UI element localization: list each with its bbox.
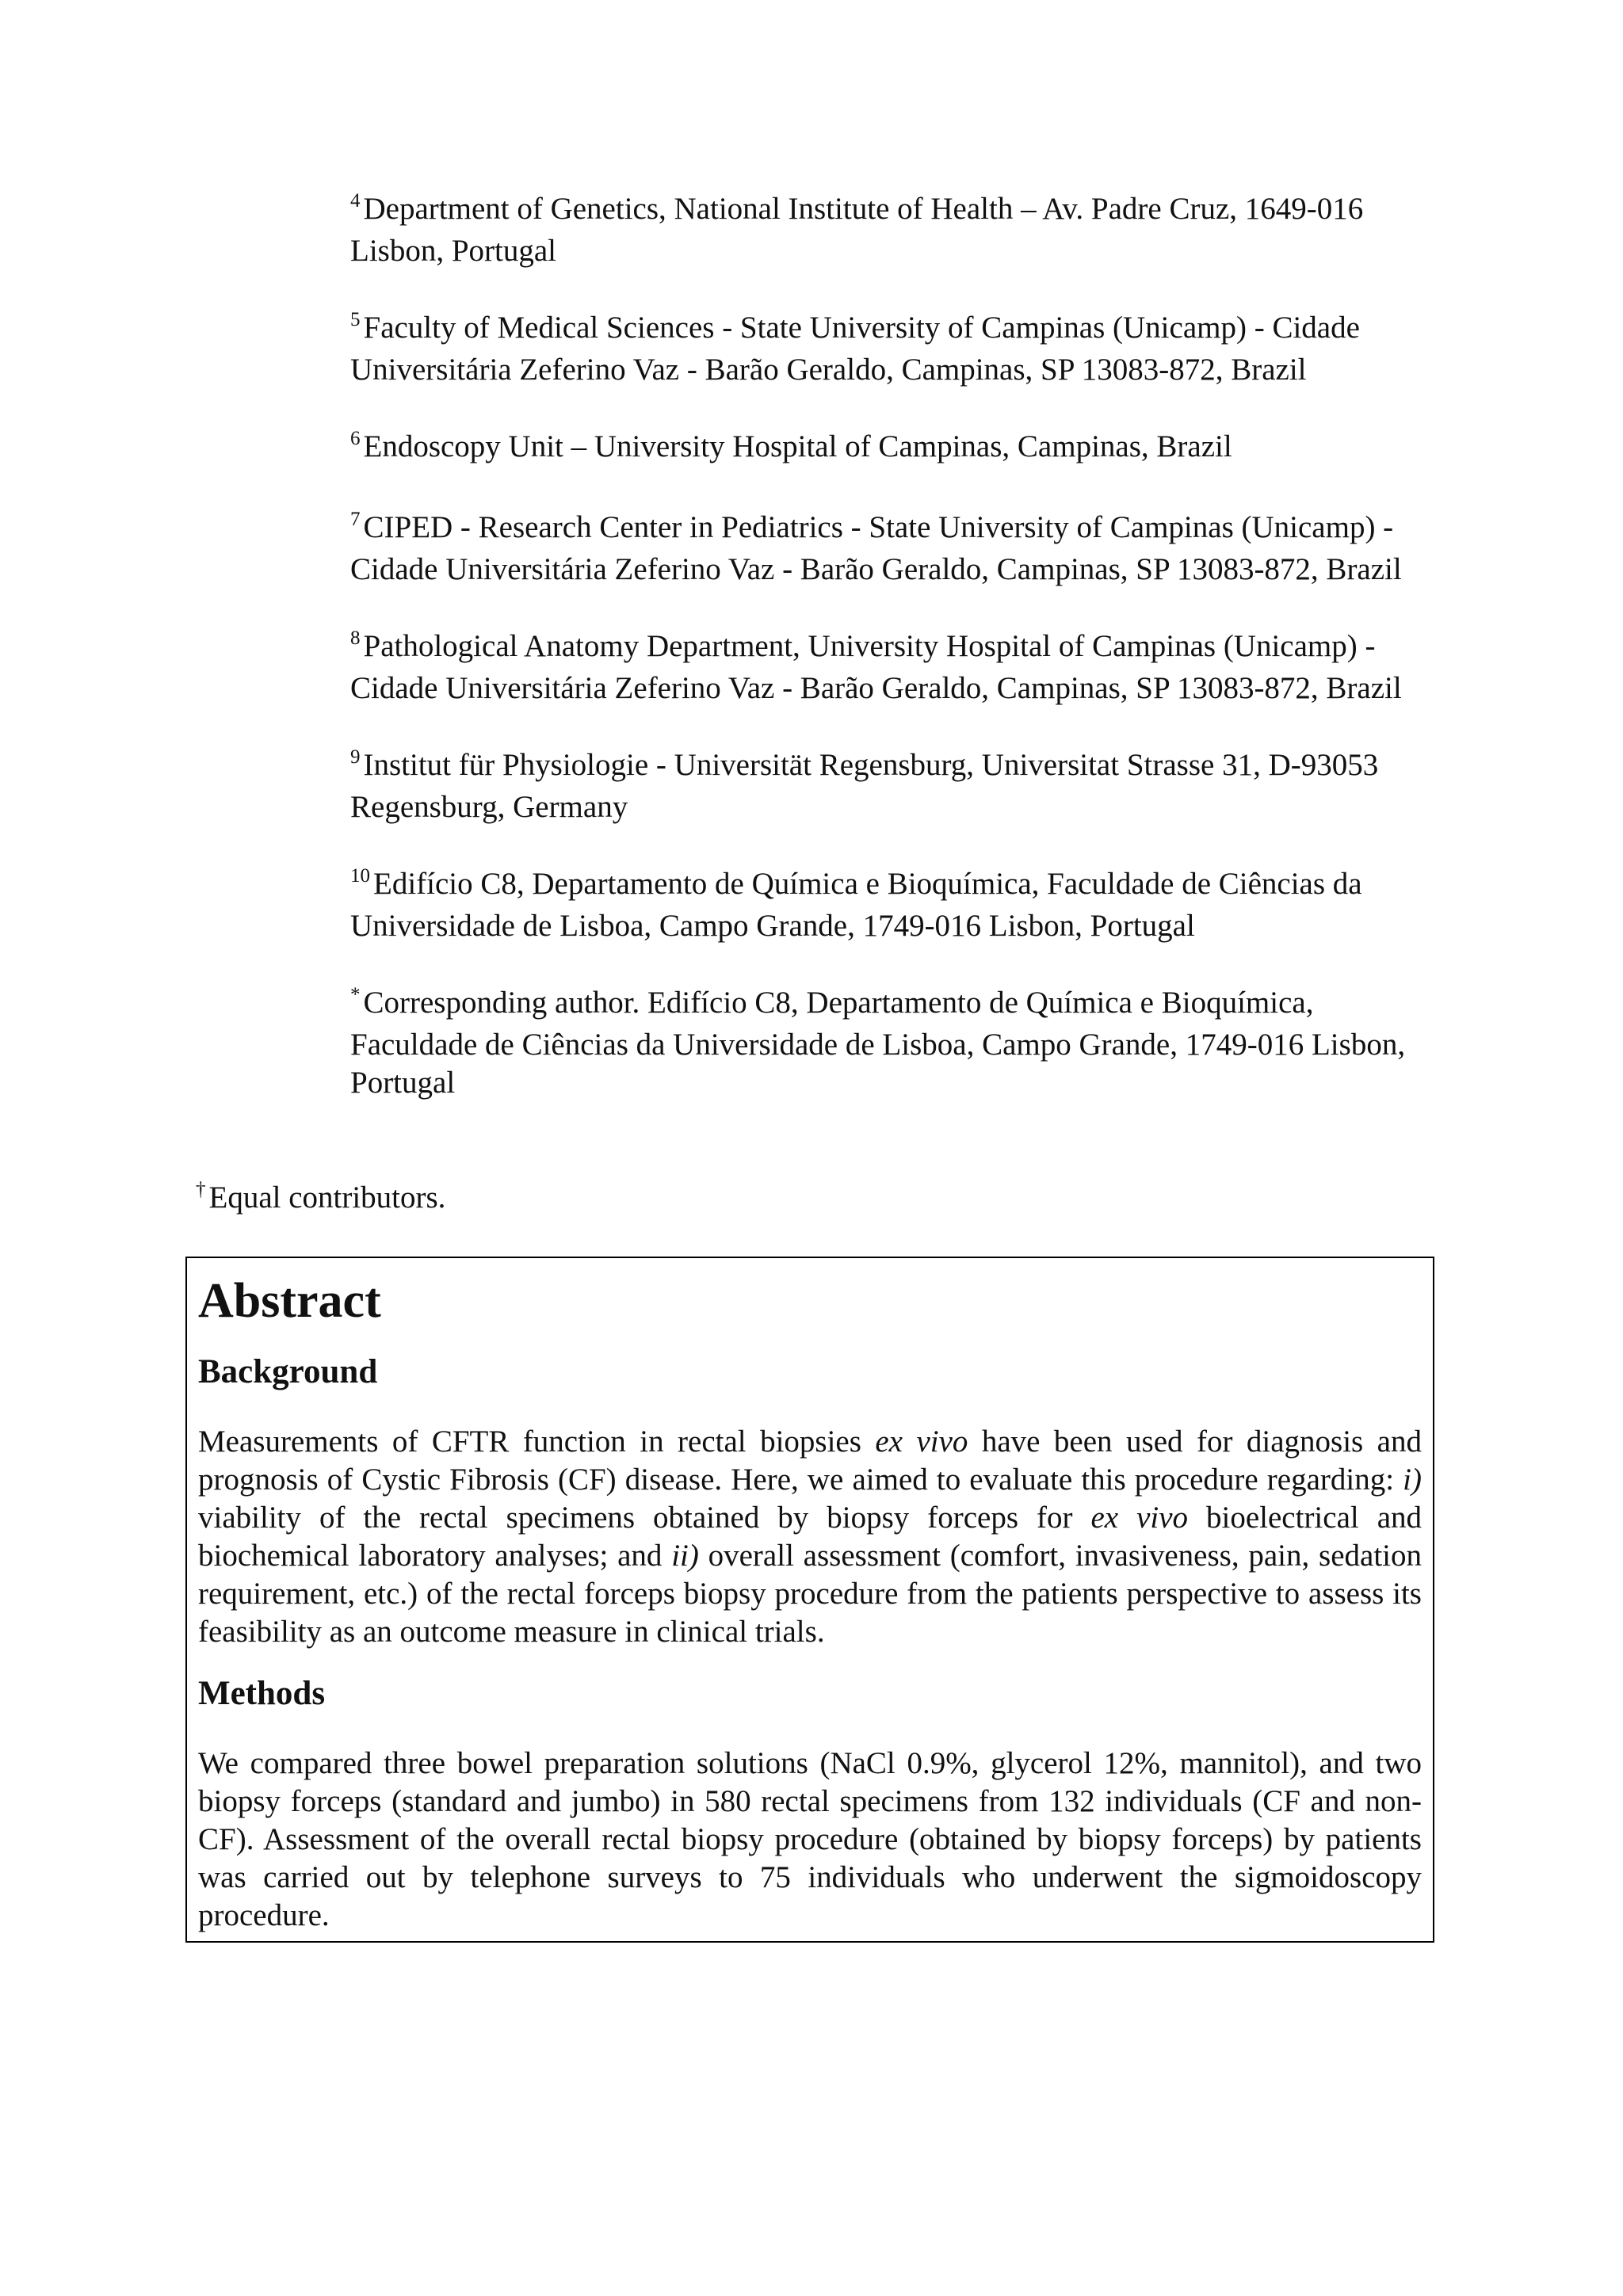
affiliation-text: Faculty of Medical Sciences - State University of Campinas (Unicamp) - Cidade Universitária Zeferino Vaz - Barão Geraldo, Campinas, SP 13083-872, Brazil: [350, 311, 1360, 387]
affiliation-6: [350, 428, 1444, 470]
affiliation-4: [350, 190, 1444, 270]
background-text: [198, 1423, 1422, 1651]
affiliation-text: Corresponding author. Edifício C8, Departamento de Química e Bioquímica, Faculdade de Ciências da Universidade de Lisboa, Campo Grande, 1749-016 Lisbon, Portugal: [350, 986, 1406, 1100]
equal-contributors-note: [196, 1179, 445, 1221]
abstract-title: Abstract: [198, 1274, 381, 1328]
background-text-segment: viability of the rectal specimens obtained by biopsy forceps for: [198, 1501, 1091, 1535]
background-heading: Background: [198, 1353, 378, 1390]
methods-text: We compared three bowel preparation solutions (NaCl 0.9%, glycerol 12%, mannitol), and two biopsy forceps (standard and jumbo) in 580 rectal specimens from 132 individuals (CF and non-CF). Assessment of the overall rectal biopsy procedure (obtained by biopsy forceps) by patients was carried out by telephone surveys to 75 individuals who underwent the sigmoidoscopy procedure.: [198, 1746, 1422, 1932]
background-text-italic: ex vivo: [1090, 1501, 1189, 1535]
affiliation-marker: 9: [350, 746, 361, 768]
background-text-italic: ii): [671, 1539, 699, 1573]
affiliation-marker: 8: [350, 627, 361, 649]
background-text-segment: Measurements of CFTR function in rectal biopsies: [198, 1425, 876, 1459]
affiliation-marker: 6: [350, 428, 361, 449]
affiliations-list: [350, 190, 1444, 1141]
background-text-italic: i): [1403, 1463, 1422, 1497]
equal-contributors-text: Equal contributors.: [208, 1180, 446, 1215]
affiliation-text: Institut für Physiologie - Universität Regensburg, Universitat Strasse 31, D-93053 Regensburg, Germany: [350, 748, 1379, 824]
affiliation-5: [350, 309, 1444, 389]
background-text-segment: have been used for diagnosis and prognosis of Cystic Fibrosis (CF) disease. Here, we aimed to evaluate this procedure regarding:: [198, 1425, 1422, 1497]
affiliation-8: [350, 627, 1444, 707]
affiliation-marker: *: [350, 984, 361, 1005]
affiliation-text: Department of Genetics, National Institute of Health – Av. Padre Cruz, 1649-016 Lisbon, Portugal: [350, 192, 1364, 268]
affiliation-marker: 5: [350, 309, 361, 330]
corresponding-author: [350, 984, 1444, 1102]
affiliation-text: Endoscopy Unit – University Hospital of Campinas, Campinas, Brazil: [363, 429, 1232, 463]
affiliation-marker: 10: [350, 865, 370, 887]
background-text-segment: bioelectrical and biochemical laboratory analyses; and: [198, 1501, 1423, 1573]
background-text-italic: ex vivo: [875, 1425, 968, 1459]
affiliation-text: Pathological Anatomy Department, University Hospital of Campinas (Unicamp) - Cidade Universitária Zeferino Vaz - Barão Geraldo, Campinas, SP 13083-872, Brazil: [350, 629, 1402, 705]
dagger-marker: †: [196, 1179, 206, 1200]
affiliation-7: [350, 509, 1444, 589]
affiliation-text: Edifício C8, Departamento de Química e Bioquímica, Faculdade de Ciências da Universidade de Lisboa, Campo Grande, 1749-016 Lisbon, Portugal: [350, 867, 1362, 943]
affiliation-10: [350, 865, 1444, 945]
abstract-box: [185, 1257, 1434, 1943]
background-text-segment: overall assessment (comfort, invasiveness, pain, sedation requirement, etc.) of the rectal forceps biopsy procedure from the patients perspective to assess its feasibility as an outcome measure in clinical trials.: [198, 1539, 1422, 1649]
affiliation-marker: 4: [350, 190, 361, 212]
methods-heading: Methods: [198, 1675, 326, 1712]
affiliation-text: CIPED - Research Center in Pediatrics - State University of Campinas (Unicamp) - Cidade Universitária Zeferino Vaz - Barão Geraldo, Campinas, SP 13083-872, Brazil: [350, 510, 1402, 586]
affiliation-9: [350, 746, 1444, 826]
affiliation-marker: 7: [350, 509, 361, 530]
